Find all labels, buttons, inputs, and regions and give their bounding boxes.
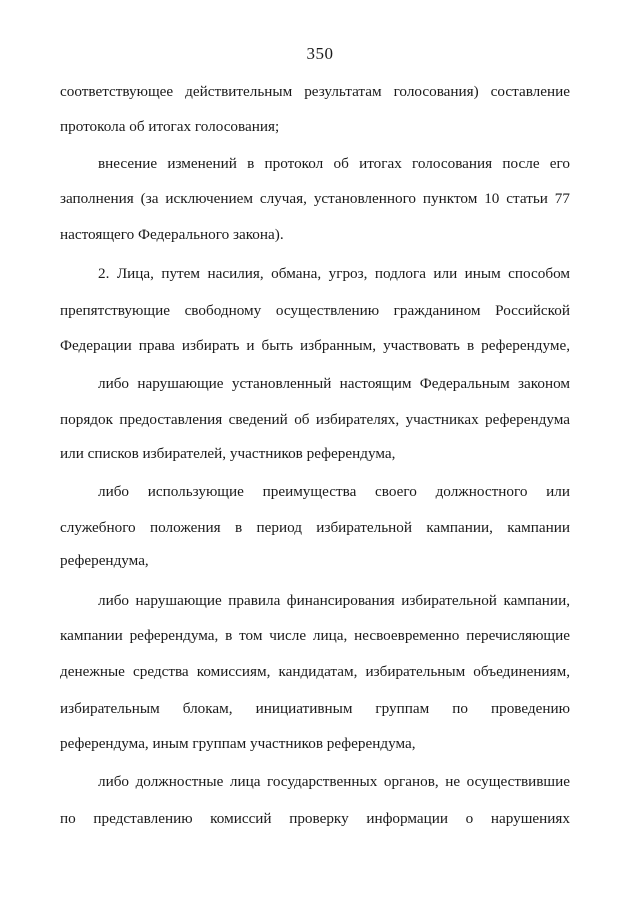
text-line: референдума, [60,552,149,569]
text-line: либо использующие преимущества своего должностного или [98,483,570,500]
text-line: служебного положения в период избирательной кампании, кампании [60,519,570,536]
text-line: либо нарушающие правила финансирования избирательной кампании, [98,592,570,609]
text-line: заполнения (за исключением случая, установленного пунктом 10 статьи 77 [60,190,570,207]
text-line: кампании референдума, в том числе лица, несвоевременно перечисляющие [60,627,570,644]
text-line: настоящего Федерального закона). [60,226,284,243]
text-line: либо должностные лица государственных органов, не осуществившие [98,773,570,790]
text-line: денежные средства комиссиям, кандидатам, избирательным объединениям, [60,663,570,680]
text-line: соответствующее действительным результатам голосования) составление [60,83,570,100]
text-line: по представлению комиссий проверку информации о нарушениях [60,810,570,827]
text-line: или списков избирателей, участников референдума, [60,445,396,462]
text-line: протокола об итогах голосования; [60,118,280,135]
text-line: порядок предоставления сведений об избирателях, участниках референдума [60,411,570,428]
text-line: референдума, иным группам участников референдума, [60,735,416,752]
text-line: Федерации права избирать и быть избранным, участвовать в референдуме, [60,337,570,354]
text-line: внесение изменений в протокол об итогах голосования после его [98,155,570,172]
text-line: препятствующие свободному осуществлению гражданином Российской [60,302,570,319]
text-line: либо нарушающие установленный настоящим Федеральным законом [98,375,570,392]
text-line: 2. Лица, путем насилия, обмана, угроз, подлога или иным способом [98,265,570,282]
page-number: 350 [306,44,334,63]
text-line: избирательным блокам, инициативным группам по проведению [60,700,570,717]
